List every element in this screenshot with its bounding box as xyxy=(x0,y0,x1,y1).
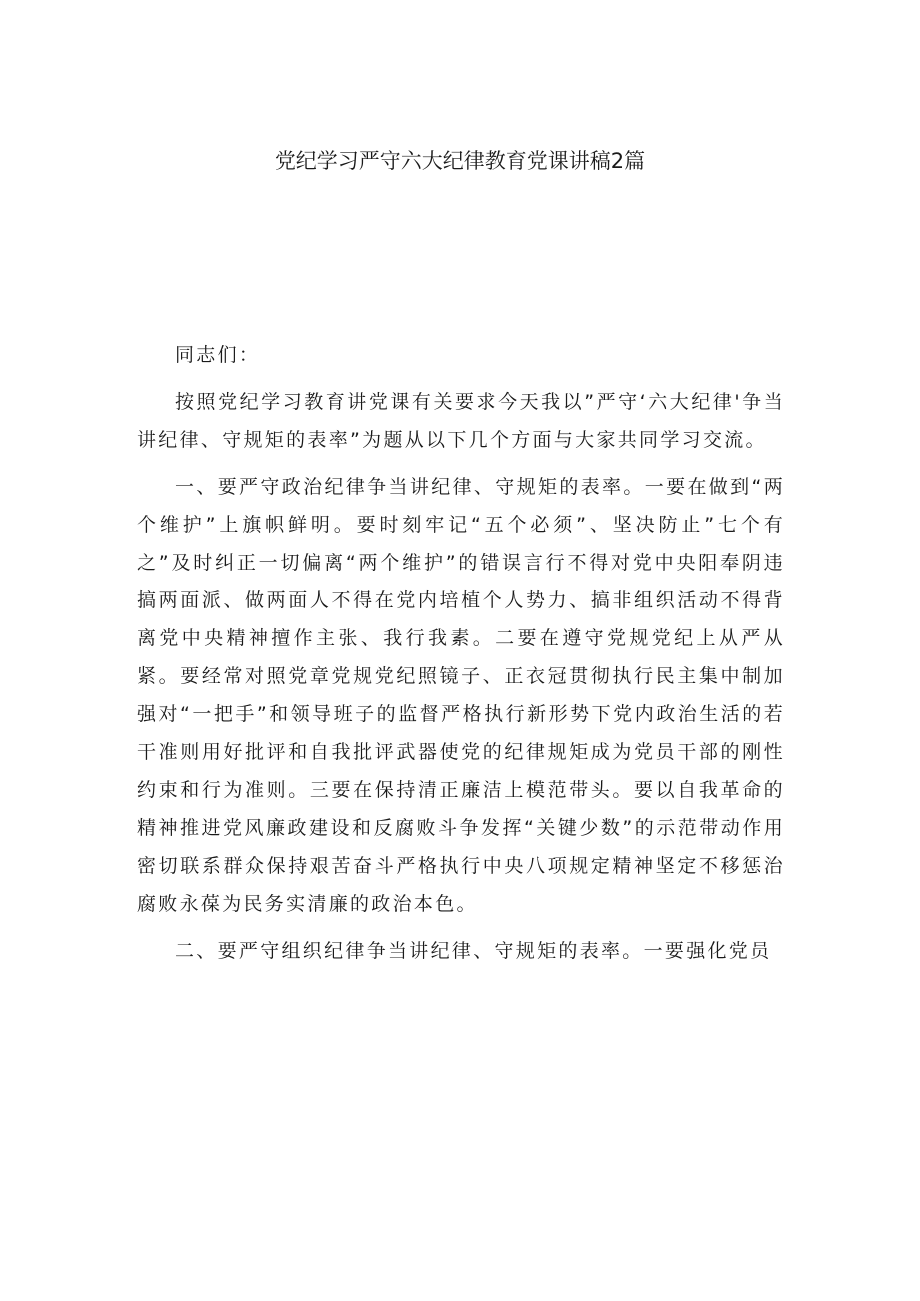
salutation: 同志们： xyxy=(175,344,261,366)
document-body xyxy=(137,337,785,971)
document-title: 党纪学习严守六大纪律教育党课讲稿2篇 xyxy=(274,149,646,173)
paragraph-section-1: 一、要严守政治纪律争当讲纪律、守规矩的表率。一要在做到“两个维护”上旗帜鲜明。要时刻牢记“五个必须”、坚决防止”七个有之”及时纠正一切偏离“两个维护”的错误言行不得对党中央阳奉阴违搞两面派、做两面人不得在党内培植个人势力、搞非组织活动不得背离党中央精神擅作主张、我行我素。二要在遵守党规党纪上从严从紧。要经常对照党章党规党纪照镜子、正衣冠贯彻执行民主集中制加强对“一把手”和领导班子的监督严格执行新形势下党内政治生活的若干准则用好批评和自我批评武器使党的纪律规矩成为党员干部的刚性约束和行为准则。三要在保持清正廉洁上模范带头。要以自我革命的精神推进党风廉政建设和反腐败斗争发挥“关键少数”的示范带动作用密切联系群众保持艰苦奋斗严格执行中央八项规定精神坚定不移惩治腐败永葆为民务实清廉的政治本色。 xyxy=(137,475,785,915)
paragraph-section-2: 二、要严守组织纪律争当讲纪律、守规矩的表率。一要强化党员 xyxy=(175,939,772,962)
paragraph-intro: 按照党纪学习教育讲党课有关要求今天我以”严守‘六大纪律'争当讲纪律、守规矩的表率”为题从以下几个方面与大家共同学习交流。 xyxy=(137,390,785,451)
